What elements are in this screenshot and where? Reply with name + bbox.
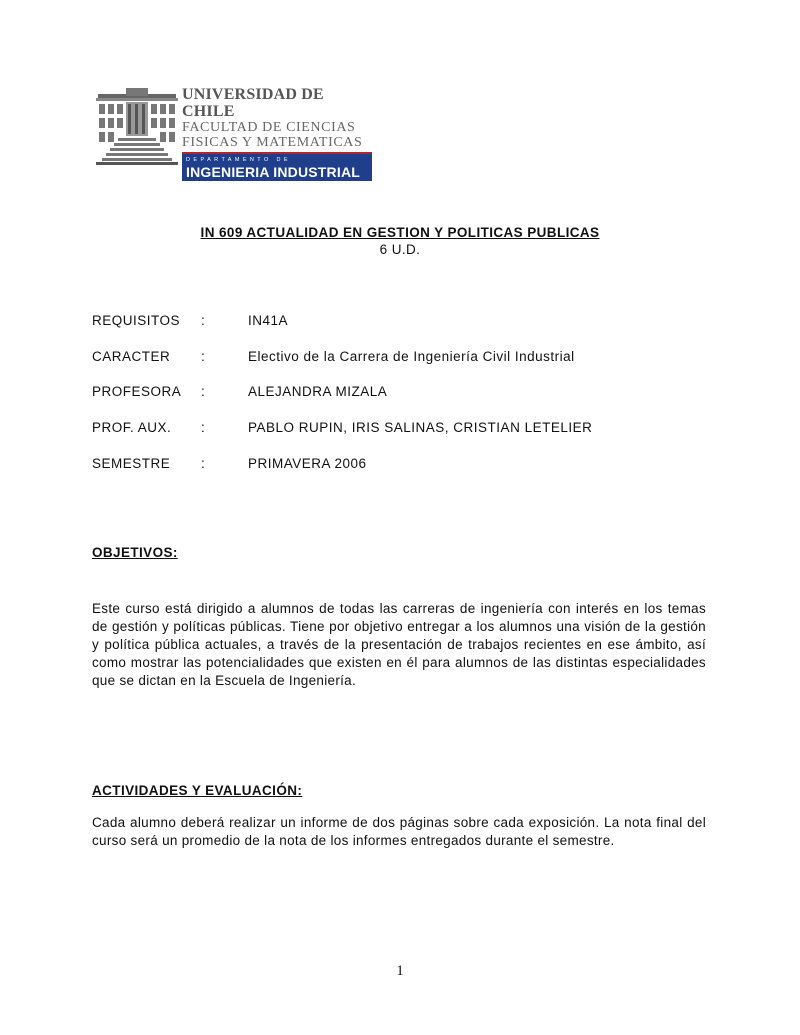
logo-department-band: [182, 154, 372, 181]
logo-text: [182, 86, 372, 181]
info-key: PROF. AUX.: [92, 420, 172, 435]
actividades-paragraph: Cada alumno deberá realizar un informe de dos páginas sobre cada exposición. La nota final del curso será un promedio de la nota de los informes entregados durante el semestre.: [92, 815, 706, 848]
course-title-block: [92, 224, 708, 258]
objetivos-paragraph: Este curso está dirigido a alumnos de todas las carreras de ingeniería con interés en los temas de gestión y políticas públicas. Tiene por objetivo entregar a los alumnos una visión de la gestión y política pública actuales, a través de la presentación de trabajos recientes en ese ámbito, así como mostrar las potencialidades que existen en él para alumnos de las distintas especialidades que se dictan en la Escuela de Ingeniería.: [92, 601, 706, 688]
objetivos-heading: OBJETIVOS:: [92, 545, 178, 560]
info-key: CARACTER: [92, 349, 171, 364]
logo-department: INGENIERIA INDUSTRIAL: [186, 164, 361, 180]
info-separator: :: [201, 384, 206, 399]
info-key: SEMESTRE: [92, 456, 171, 471]
info-value: ALEJANDRA MIZALA: [248, 384, 388, 399]
actividades-heading: ACTIVIDADES Y EVALUACIÓN:: [92, 783, 303, 798]
logo-faculty-line1: FACULTAD DE CIENCIAS: [182, 120, 356, 135]
course-title: IN 609 ACTUALIDAD EN GESTION Y POLITICAS PUBLICAS: [200, 225, 600, 240]
info-separator: :: [201, 420, 206, 435]
info-separator: :: [201, 349, 206, 364]
info-value: IN41A: [248, 313, 289, 328]
info-key: REQUISITOS: [92, 313, 181, 328]
info-separator: :: [201, 456, 206, 471]
building-emblem-icon: [96, 86, 178, 166]
logo-department-small: DEPARTAMENTO DE: [186, 157, 291, 163]
course-units: 6 U.D.: [379, 242, 421, 257]
university-logo: [96, 86, 372, 180]
info-separator: :: [201, 313, 206, 328]
info-value: Electivo de la Carrera de Ingeniería Civil Industrial: [248, 349, 575, 364]
logo-university: UNIVERSIDAD DE CHILE: [182, 86, 324, 120]
info-key: PROFESORA: [92, 384, 182, 399]
page-number: 1: [396, 963, 404, 979]
info-value: PABLO RUPIN, IRIS SALINAS, CRISTIAN LETELIER: [248, 420, 593, 435]
info-value: PRIMAVERA 2006: [248, 456, 367, 471]
logo-faculty-line2: FISICAS Y MATEMATICAS: [182, 135, 363, 150]
